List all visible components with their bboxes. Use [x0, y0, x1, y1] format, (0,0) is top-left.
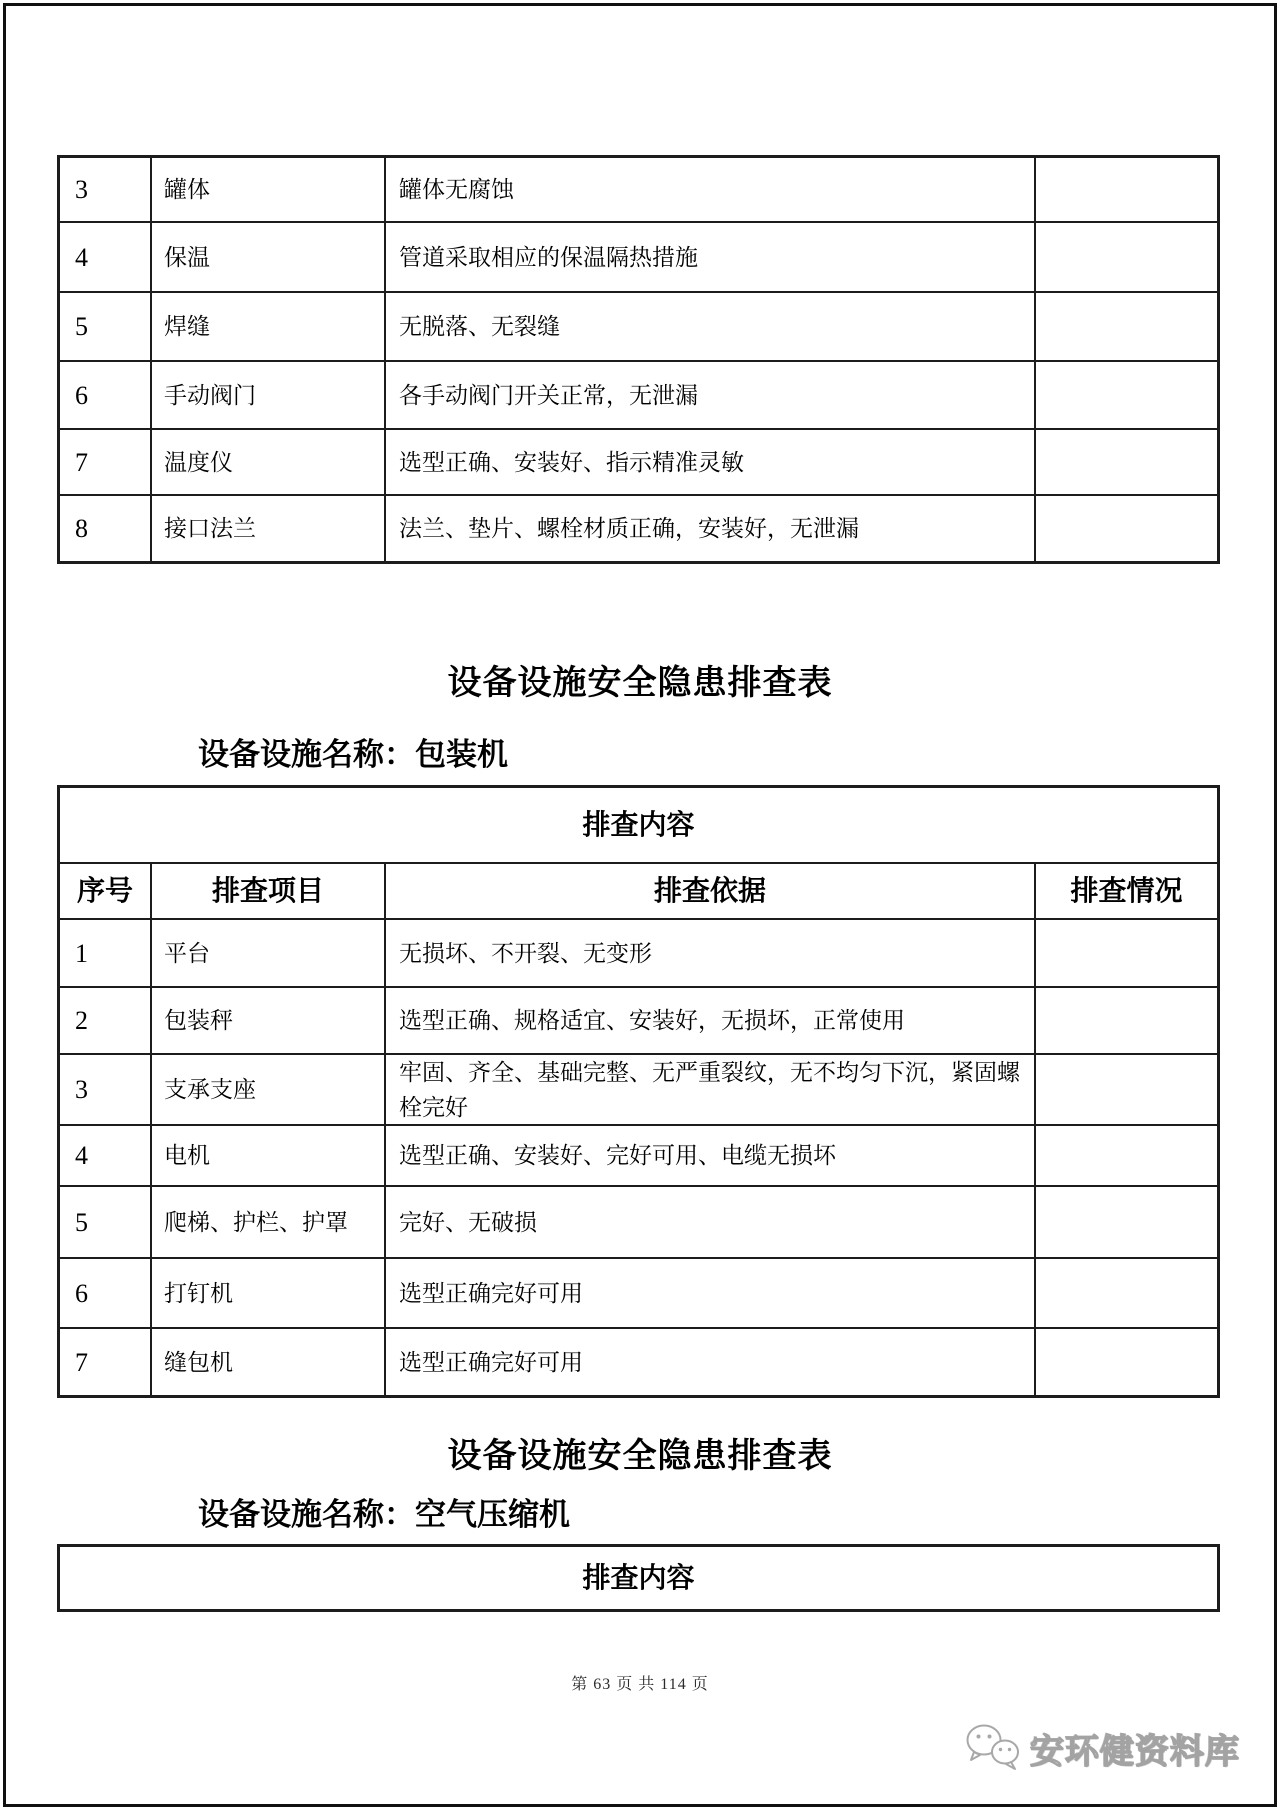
compressor-inspection-table	[57, 1544, 1220, 1612]
table-row	[60, 1327, 1217, 1395]
seq-cell: 5	[75, 1207, 88, 1237]
col-header-basis: 排查依据	[384, 864, 1034, 918]
col-header-status: 排查情况	[1034, 864, 1217, 918]
continued-inspection-table	[57, 155, 1220, 564]
item-cell: 平台	[150, 920, 384, 986]
section-title-compressor: 设备设施安全隐患排查表	[447, 1438, 833, 1475]
status-cell	[1034, 496, 1217, 561]
item-cell: 包装秤	[150, 988, 384, 1053]
basis-cell: 无脱落、无裂缝	[384, 293, 1034, 360]
page-number: 第 63 页 共 114 页	[571, 1676, 709, 1693]
status-cell	[1034, 988, 1217, 1053]
item-cell: 手动阀门	[150, 362, 384, 428]
seq-cell: 6	[75, 380, 88, 410]
seq-cell: 1	[75, 938, 88, 968]
device-name-packing: 设备设施名称：包装机	[198, 737, 508, 772]
status-cell	[1034, 362, 1217, 428]
content-header-row	[60, 788, 1217, 862]
basis-cell: 法兰、垫片、螺栓材质正确，安装好，无泄漏	[384, 496, 1034, 561]
table-row	[60, 1257, 1217, 1327]
item-cell: 罐体	[150, 158, 384, 221]
table-row	[60, 221, 1217, 291]
status-cell	[1034, 1329, 1217, 1395]
item-cell: 焊缝	[150, 293, 384, 360]
status-cell	[1034, 223, 1217, 291]
status-cell	[1034, 1187, 1217, 1257]
watermark-text: 安环健资料库	[1030, 1732, 1240, 1771]
basis-cell: 各手动阀门开关正常，无泄漏	[384, 362, 1034, 428]
basis-cell: 牢固、齐全、基础完整、无严重裂纹，无不均匀下沉，紧固螺栓完好	[384, 1055, 1034, 1124]
item-cell: 温度仪	[150, 430, 384, 494]
status-cell	[1034, 1259, 1217, 1327]
table-row	[60, 1185, 1217, 1257]
seq-cell: 4	[75, 1141, 88, 1170]
seq-cell: 4	[75, 242, 88, 272]
table-row	[60, 1124, 1217, 1185]
basis-cell: 选型正确、安装好、指示精准灵敏	[384, 430, 1034, 494]
basis-cell: 选型正确完好可用	[384, 1329, 1034, 1395]
basis-cell: 完好、无破损	[384, 1187, 1034, 1257]
status-cell	[1034, 293, 1217, 360]
item-cell: 打钉机	[150, 1259, 384, 1327]
table-row	[60, 494, 1217, 561]
content-header: 排查内容	[582, 809, 695, 841]
status-cell	[1034, 430, 1217, 494]
status-cell	[1034, 158, 1217, 221]
seq-cell: 3	[75, 175, 88, 204]
table-row	[60, 158, 1217, 221]
item-cell: 接口法兰	[150, 496, 384, 561]
basis-cell: 选型正确、规格适宜、安装好，无损坏，正常使用	[384, 988, 1034, 1053]
basis-cell: 罐体无腐蚀	[384, 158, 1034, 221]
status-cell	[1034, 1126, 1217, 1185]
seq-cell: 3	[75, 1075, 88, 1104]
table-row	[60, 291, 1217, 360]
seq-cell: 7	[75, 447, 88, 477]
content-header-row	[60, 1547, 1217, 1609]
basis-cell: 无损坏、不开裂、无变形	[384, 920, 1034, 986]
section-title-packing: 设备设施安全隐患排查表	[447, 665, 833, 702]
basis-cell: 选型正确、安装好、完好可用、电缆无损坏	[384, 1126, 1034, 1185]
status-cell	[1034, 1055, 1217, 1124]
table-row	[60, 360, 1217, 428]
basis-cell: 管道采取相应的保温隔热措施	[384, 223, 1034, 291]
table-row	[60, 918, 1217, 986]
seq-cell: 7	[75, 1347, 88, 1377]
content-header: 排查内容	[582, 1562, 695, 1594]
seq-cell: 6	[75, 1278, 88, 1308]
packing-inspection-table	[57, 785, 1220, 1398]
item-cell: 缝包机	[150, 1329, 384, 1395]
column-header-row	[60, 862, 1217, 918]
item-cell: 保温	[150, 223, 384, 291]
device-name-compressor: 设备设施名称：空气压缩机	[198, 1497, 570, 1532]
seq-cell: 2	[75, 1006, 88, 1035]
seq-cell: 5	[75, 312, 88, 341]
item-cell: 爬梯、护栏、护罩	[150, 1187, 384, 1257]
chat-bubbles-icon	[964, 1722, 1022, 1774]
item-cell: 电机	[150, 1126, 384, 1185]
table-row	[60, 1053, 1217, 1124]
col-header-seq: 序号	[76, 875, 133, 907]
item-cell: 支承支座	[150, 1055, 384, 1124]
basis-cell: 选型正确完好可用	[384, 1259, 1034, 1327]
seq-cell: 8	[75, 514, 88, 543]
table-row	[60, 428, 1217, 494]
status-cell	[1034, 920, 1217, 986]
col-header-item: 排查项目	[150, 864, 384, 918]
watermark	[964, 1722, 1240, 1774]
table-row	[60, 986, 1217, 1053]
